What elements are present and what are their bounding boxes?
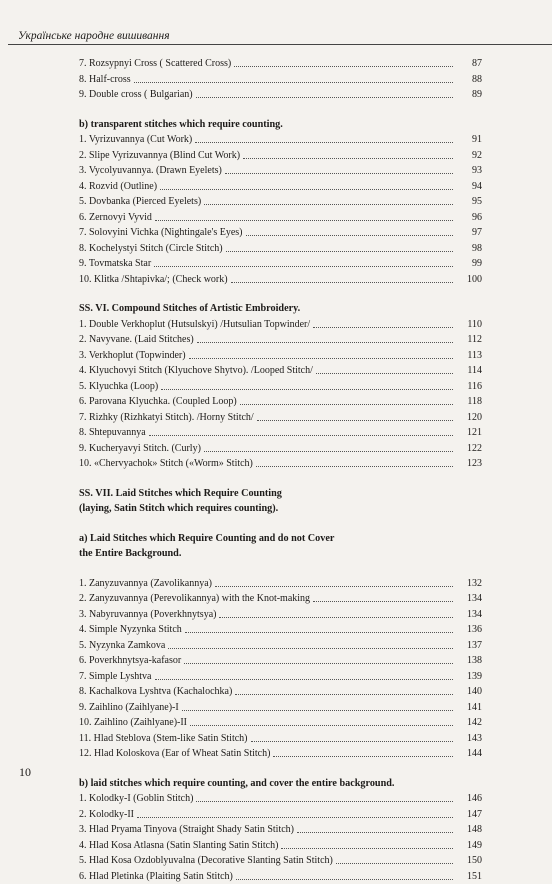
toc-entry[interactable] [79,425,482,441]
dot-leader [235,693,453,695]
dot-leader [185,631,453,633]
dot-leader [316,372,453,374]
toc-entry[interactable] [79,807,482,823]
toc-entry-label: 9. Tovmatska Star [79,256,151,272]
toc-entry-label: 1. Kolodky-I (Goblin Stitch) [79,791,193,807]
toc-entry[interactable] [79,179,482,195]
toc-entry-label: 9. Zaihlino (Zaihlyane)-I [79,700,179,716]
dot-leader [219,616,453,618]
dot-leader [195,141,453,143]
dot-leader [160,188,453,190]
toc-entry[interactable] [79,731,482,747]
toc-entry-label: 7. Simple Lyshtva [79,669,152,685]
toc-entry-page: 91 [456,132,482,148]
dot-leader [149,434,453,436]
toc-group [79,486,482,517]
toc-entry-page: 137 [456,638,482,654]
toc-entry-label: 8. Shtepuvannya [79,425,146,441]
toc-entry-page: 139 [456,669,482,685]
toc-entry-label: 2. Zanyzuvannya (Perevolikannya) with the Knot-making [79,591,310,607]
toc-entry[interactable] [79,87,482,103]
dot-leader [184,662,453,664]
toc-entry-page: 132 [456,576,482,592]
toc-group [79,301,482,472]
dot-leader [155,219,453,221]
toc-entry-label: 5. Nyzynka Zamkova [79,638,165,654]
toc-entry[interactable] [79,715,482,731]
dot-leader [225,172,453,174]
toc-entry[interactable] [79,410,482,426]
toc-entry[interactable] [79,869,482,884]
toc-entry-label: 6. Poverkhnytsya-kafasor [79,653,181,669]
dot-leader [273,755,453,757]
dot-leader [196,96,453,98]
section-heading: a) Laid Stitches which Require Counting and do not Cover [79,531,482,547]
toc-entry-label: 7. Rizhky (Rizhkatyi Stitch). /Horny Stitch/ [79,410,254,426]
toc-entry[interactable] [79,148,482,164]
section-heading: SS. VII. Laid Stitches which Require Counting [79,486,482,502]
toc-entry[interactable] [79,348,482,364]
toc-entry-page: 118 [456,394,482,410]
dot-leader [204,450,453,452]
toc-entry-label: 4. Hlad Kosa Atlasna (Satin Slanting Satin Stitch) [79,838,278,854]
section-heading: b) transparent stitches which require counting. [79,117,482,133]
dot-leader [243,157,453,159]
toc-entry-label: 3. Nabyruvannya (Poverkhnytsya) [79,607,216,623]
toc-entry-label: 6. Parovana Klyuchka. (Coupled Loop) [79,394,237,410]
dot-leader [137,816,453,818]
toc-entry-label: 5. Dovbanka (Pierced Eyelets) [79,194,201,210]
toc-entry[interactable] [79,456,482,472]
toc-entry-page: 120 [456,410,482,426]
toc-entry-label: 3. Verkhoplut (Topwinder) [79,348,186,364]
dot-leader [197,341,453,343]
toc-entry-label: 2. Slipe Vyrizuvannya (Blind Cut Work) [79,148,240,164]
toc-entry-page: 146 [456,791,482,807]
toc-entry-page: 113 [456,348,482,364]
toc-entry[interactable] [79,256,482,272]
page-number: 10 [19,765,31,780]
toc-entry[interactable] [79,272,482,288]
toc-entry-page: 94 [456,179,482,195]
toc-entry-page: 134 [456,607,482,623]
toc-entry-page: 97 [456,225,482,241]
toc-entry-label: 11. Hlad Steblova (Stem-like Satin Stitch) [79,731,248,747]
toc-entry-page: 93 [456,163,482,179]
dot-leader [251,740,454,742]
dot-leader [231,281,453,283]
dot-leader [182,709,453,711]
dot-leader [189,357,453,359]
toc-entry-page: 89 [456,87,482,103]
toc-entry-label: 10. «Chervyachok» Stitch («Worm» Stitch) [79,456,253,472]
toc-entry-page: 151 [456,869,482,884]
section-heading-continued: (laying, Satin Stitch which requires counting). [79,501,482,517]
toc-entry[interactable] [79,791,482,807]
toc-entry-page: 134 [456,591,482,607]
toc-entry-label: 9. Kucheryavyi Stitch. (Curly) [79,441,201,457]
dot-leader [313,326,453,328]
toc-entry[interactable] [79,379,482,395]
toc-entry-page: 136 [456,622,482,638]
toc-entry[interactable] [79,822,482,838]
toc-entry[interactable] [79,576,482,592]
dot-leader [236,878,453,880]
toc-entry-page: 87 [456,56,482,72]
toc-entry-label: 3. Hlad Pryama Tinyova (Straight Shady Satin Stitch) [79,822,294,838]
toc-entry-page: 149 [456,838,482,854]
toc-group [79,531,482,762]
dot-leader [240,403,453,405]
toc-entry-label: 12. Hlad Koloskova (Ear of Wheat Satin Stitch) [79,746,270,762]
toc-entry[interactable] [79,163,482,179]
toc-entry[interactable] [79,838,482,854]
dot-leader [190,724,453,726]
dot-leader [215,585,453,587]
toc-entry-page: 121 [456,425,482,441]
dot-leader [154,265,453,267]
toc-entry-page: 88 [456,72,482,88]
table-of-contents [79,56,482,884]
toc-entry-page: 144 [456,746,482,762]
toc-entry-label: 10. Zaihlino (Zaihlyane)-II [79,715,187,731]
toc-entry-label: 4. Rozvid (Outline) [79,179,157,195]
toc-entry-label: 9. Double cross ( Bulgarian) [79,87,193,103]
toc-entry-label: 2. Navyvane. (Laid Stitches) [79,332,194,348]
toc-entry[interactable] [79,853,482,869]
toc-entry[interactable] [79,317,482,333]
toc-entry-page: 148 [456,822,482,838]
toc-entry-label: 7. Solovyini Vichka (Nightingale's Eyes) [79,225,243,241]
section-heading: SS. VI. Compound Stitches of Artistic Embroidery. [79,301,482,317]
toc-entry-page: 99 [456,256,482,272]
toc-entry-label: 6. Hlad Pletinka (Plaiting Satin Stitch) [79,869,233,884]
dot-leader [281,847,453,849]
toc-entry-label: 4. Klyuchovyi Stitch (Klyuchove Shytvo). /Looped Stitch/ [79,363,313,379]
toc-entry-label: 7. Rozsypnyi Cross ( Scattered Cross) [79,56,231,72]
toc-entry-page: 122 [456,441,482,457]
toc-entry[interactable] [79,72,482,88]
toc-entry[interactable] [79,653,482,669]
toc-entry-label: 2. Kolodky-II [79,807,134,823]
dot-leader [155,678,454,680]
toc-entry-label: 5. Hlad Kosa Ozdoblyuvalna (Decorative Slanting Satin Stitch) [79,853,333,869]
toc-entry[interactable] [79,194,482,210]
toc-entry-page: 110 [456,317,482,333]
toc-entry-page: 98 [456,241,482,257]
toc-entry[interactable] [79,669,482,685]
toc-entry[interactable] [79,746,482,762]
toc-entry-label: 8. Half-cross [79,72,131,88]
toc-entry-label: 8. Kochelystyi Stitch (Circle Stitch) [79,241,223,257]
toc-entry-page: 123 [456,456,482,472]
toc-entry-page: 100 [456,272,482,288]
dot-leader [297,831,453,833]
toc-entry-label: 1. Double Verkhoplut (Hutsulskyi) /Hutsulian Topwinder/ [79,317,310,333]
toc-entry-page: 96 [456,210,482,226]
dot-leader [161,388,453,390]
toc-group [79,117,482,288]
dot-leader [196,800,453,802]
toc-entry-page: 112 [456,332,482,348]
toc-entry[interactable] [79,700,482,716]
toc-entry[interactable] [79,132,482,148]
toc-entry[interactable] [79,241,482,257]
dot-leader [246,234,454,236]
toc-entry-label: 8. Kachalkova Lyshtva (Kachalochka) [79,684,232,700]
toc-entry-page: 150 [456,853,482,869]
toc-entry-label: 5. Klyuchka (Loop) [79,379,158,395]
toc-entry-label: 4. Simple Nyzynka Stitch [79,622,182,638]
toc-entry-page: 147 [456,807,482,823]
dot-leader [226,250,453,252]
dot-leader [234,65,453,67]
dot-leader [313,600,453,602]
running-header-title: Українське народне вишивання [18,30,170,42]
toc-entry-label: 1. Zanyzuvannya (Zavolikannya) [79,576,212,592]
toc-entry[interactable] [79,56,482,72]
toc-entry-page: 92 [456,148,482,164]
toc-entry[interactable] [79,441,482,457]
toc-entry-page: 142 [456,715,482,731]
toc-entry[interactable] [79,332,482,348]
toc-entry[interactable] [79,684,482,700]
section-heading: b) laid stitches which require counting, and cover the entire background. [79,776,482,792]
toc-entry-page: 138 [456,653,482,669]
toc-entry-page: 95 [456,194,482,210]
toc-entry-label: 3. Vycolyuvannya. (Drawn Eyelets) [79,163,222,179]
toc-group [79,56,482,103]
toc-entry[interactable] [79,363,482,379]
toc-entry-page: 114 [456,363,482,379]
toc-entry[interactable] [79,394,482,410]
toc-group [79,776,482,884]
dot-leader [336,862,453,864]
toc-entry[interactable] [79,607,482,623]
dot-leader [134,81,453,83]
dot-leader [256,465,453,467]
toc-entry[interactable] [79,210,482,226]
running-header [8,30,552,45]
toc-entry[interactable] [79,622,482,638]
toc-entry-page: 141 [456,700,482,716]
section-heading-continued: the Entire Background. [79,546,482,562]
toc-entry[interactable] [79,638,482,654]
toc-entry-page: 116 [456,379,482,395]
toc-entry-label: 1. Vyrizuvannya (Cut Work) [79,132,192,148]
dot-leader [204,203,453,205]
toc-entry[interactable] [79,225,482,241]
dot-leader [257,419,453,421]
toc-entry-page: 140 [456,684,482,700]
toc-entry-label: 6. Zernovyi Vyvid [79,210,152,226]
toc-entry-page: 143 [456,731,482,747]
toc-entry[interactable] [79,591,482,607]
toc-entry-label: 10. Klitka /Shtapivka/; (Check work) [79,272,228,288]
dot-leader [168,647,453,649]
